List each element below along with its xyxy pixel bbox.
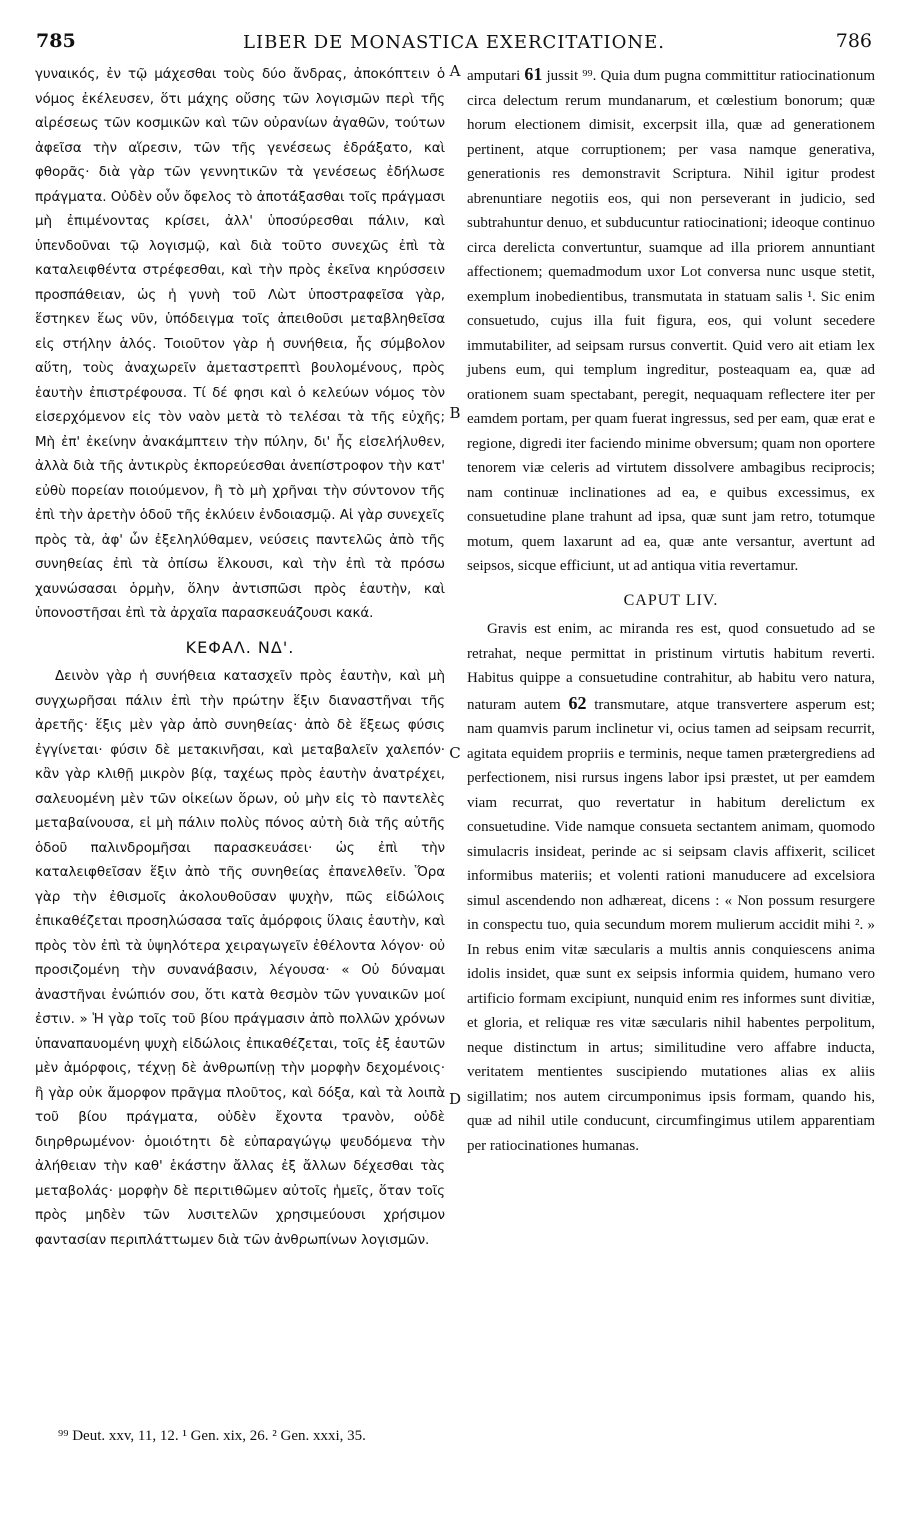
greek-column xyxy=(35,62,445,1252)
margin-letter-d: D xyxy=(448,1090,462,1108)
margin-letter-c: C xyxy=(449,744,461,762)
margin-letter-b: B xyxy=(449,404,461,422)
page-header xyxy=(36,30,872,60)
greek-paragraph-2: Δεινὸν γὰρ ἡ συνήθεια κατασχεῖν πρὸς ἑαυτὴν, καὶ μὴ συγχωρῆσαι πάλιν ἐπὶ τὴν πρώτην ἕξιν διαναστῆναι τῆς ἀρετῆς· ἕξις μὲν γὰρ ἀπὸ συνηθείας· ἀπὸ δὲ ἕξεως φύσις ἐγγίνεται· φύσιν δὲ μετακινῆσαι, καὶ μεταβαλεῖν χαλεπόν· κἂν γὰρ κλιθῇ μικρὸν βίᾳ, ταχέως πρὸς ἑαυτὴν ἀνατρέχει, σαλευομένη μὲν τῶν οἰκείων ὅρων, οὐ μὴν εἰς τὸ παντελὲς μεταβαίνουσα, εἰ μὴ πάλιν πολὺς πόνος αὐτὴ διὰ τῆς αὐτῆς ὁδοῦ παλινδρομῆσαι παρασκευάσει· ὡς ἐπὶ τὴν καταλειφθεῖσαν ἕξιν ἀπὸ τῆς συνηθείας ἐπανελθεῖν. Ὅρα γὰρ τὴν ἐθισμοῖς ἀκολουθοῦσαν ψυχὴν, πῶς εἰδώλοις ἐπικαθέζεται προσηλώσασα ταῖς ἀμόρφοις ὕλαις ἑαυτὴν, καὶ πρὸς τὸν ἐπὶ τὰ ὑψηλότερα χειραγωγεῖν ἐθέλοντα λόγον· οὐ προσιζομένη τὴν συνανάβασιν, λέγουσα· « Οὐ δύναμαι ἀναστῆναι ἐνώπιόν σου, ὅτι κατὰ θεσμὸν τῶν γυναικῶν μοί ἐστιν. » Ἡ γὰρ τοῖς τοῦ βίου πράγμασιν ἀπὸ πολλῶν χρόνων ὑπαναπαυομένη ψυχὴ εἰδώλοις ἐπικαθέζεται, τοῖς ἐξ ἑαυτῶν μὲν ἀμόρφοις, τέχνῃ δὲ ἀνθρωπίνῃ τὴν μορφὴν δεχομένοις· ἢ γὰρ οὐκ ἄμορφον πρᾶγμα πλοῦτος, καὶ δόξα, καὶ τὰ λοιπὰ τοῦ βίου πράγματα, οὐδὲν ἔχοντα τρανὸν, οὐδὲ διηρθρωμένον· ὁμοιότητι δὲ εὐπαραγώγῳ ψευδόμενα τὴν ἀλήθειαν τὴν καθ' ἑκάστην ἄλλας ἐξ ἄλλων δέχεσθαι τὰς μεταβολάς· μορφὴν δὲ περιτιθῶμεν αὐτοῖς ἡμεῖς, ὅταν τοῖς πρὸς μηδὲν τῶν λυσιτελῶν χρησιμεύουσι χρήσιμον φαντασίαν περιπλάττωμεν διὰ τῶν ἀνθρωπίνων λογισμῶν. xyxy=(35,668,445,1248)
page-number-left: 785 xyxy=(36,30,76,52)
running-title: LIBER DE MONASTICA EXERCITATIONE. xyxy=(243,32,665,53)
latin-p1-rest: jussit ⁹⁹. Quia dum pugna committitur ratiocinationum circa delectum rerum mundanarum, et cœlestium bonorum; quæ horum electionem dimisit, excerpsit illa, quæ ad generationem pertinent, atque corruptionem; per vasa namque generativa, generationis res demonstravit Scriptura. Nihil igitur prodest abrenuntiare negotiis eos, qui non perseverant in judicio, sed subtrahuntur denuo, et subducuntur ratiocinationi; ideoque continuo circa derelicta convertuntur, suamque ad illa priorem annuntiant affectionem; quemadmodum uxor Lot conversa nunc usque stetit, exemplum inobedientibus, transmutata in statuam salis ¹. Sic enim consuetudo, cujus illa fuit figura, eos, qui volunt secedere immutabiliter, ad seipsam rursus convertit. Quid vero ait etiam lex jubens eum, qui templum ingreditur, posteaquam ea, quæ ad orationem suam spectabant, peregit, nequaquam reflectere iter per eamdem portam, per quam fuerat ingressus, sed per eam, quæ erat e regione, digredi iter faciendo minime obversum; quam non oportere tenorem viæ celeris ad virtutem dissolvere ambagibus reciprocis; nam continuæ inclinationes ad ea, e quibus excessimus, ex consuetudine plane trahunt ad ipsa, quæ sunt jam retro, totumque motum, quem laxarunt ad ea, quæ ante versantur, avertunt ad seipsos, sicque efficiunt, ut ad antiqua vitia revertamur. xyxy=(467,68,875,574)
latin-p2-start: Gravis est enim, ac miranda res est, quod consuetudo ad se retrahat, neque permittat in pristinum virtutis habitum reverti. Habitus quippe a consuetudine contrahitur, ab habitu vero natura, naturam autem xyxy=(467,621,875,713)
latin-p2-rest: transmutare, atque transvertere asperum est; nam quamvis parum inclinetur vi, ocius tamen ad seipsam recurrit, agitata equidem propriis e terminis, neque tamen prætergrediens ad perfectionem, nisi rursus ingens labor ipsi præstet, ut per eamdem viam recurrat, quo revertatur in habitum derelictum ex consuetudine. Vide namque consueta sectantem animam, quomodo simulacris insideat, perinde ac si seipsam clavis affixerit, scilicet informibus materiis; et volenti rationi manuducere ad excelsiora simul ascendendo non adhæreat, dicens : « Non possum resurgere in conspectu tuo, quia secundum morem mulierum accidit mihi ². » In rebus enim vitæ sæcularis a multis annis conquiescens anima idolis insidet, quæ sunt ex seipsis informia quidem, humano vero artificio formam excipiunt, nunquid enim res informes sunt divitiæ, et gloria, et reliquæ res vitæ sæcularis nihil habentes perpolitum, neque distinctum in artus; similitudine vero affabre inducta, veritatem mentientes suscipiendo mutationes alias ex aliis sigillatim; nos autem circumponimus ipsis formam, quando his, quæ ad nihil utile conducunt, circumfingimus utilem apparentiam per ratiocinationes humanas. xyxy=(467,696,875,1154)
reference-number-61: 61 xyxy=(524,64,543,84)
greek-paragraph-1: γυναικός, ἐν τῷ μάχεσθαι τοὺς δύο ἄνδρας, ἀποκόπτειν ὁ νόμος ἐκέλευσεν, ὅτι μάχης οὔσης τῶν λογισμῶν περὶ τῆς αἱρέσεως τῶν κοσμικῶν καὶ τῶν οὐρανίων ἀγαθῶν, τούτων ἀφεῖσα τὴν αἵρεσιν, τῶν τῆς γενέσεως ἐδράξατο, καὶ φθορᾶς· διὰ γὰρ τῶν γεννητικῶν τὰ γενέσεως ἐδήλωσε πράγματα. Οὐδὲν οὖν ὄφελος τὸ ἀποτάξασθαι τοῖς πράγμασι μὴ ἐπιμένοντας κρίσει, ἀλλ' ὑποσύρεσθαι πάλιν, καὶ ὑπενδοῦναι τῷ λογισμῷ, καὶ διὰ τοῦτο συνεχῶς ἐπὶ τὰ καταλειφθέντα στρέφεσθαι, καὶ τὴν πρὸς ἐκεῖνα κηρύσσειν προσπάθειαν, ὡς ἡ γυνὴ τοῦ Λὼτ ὑποστραφεῖσα γὰρ, ἕστηκεν ἕως νῦν, ὑπόδειγμα τοῖς ἀπειθοῦσι μεταβληθεῖσα εἰς στήλην ἁλός. Τοιοῦτον γὰρ ἡ συνήθεια, ἧς σύμβολον αὕτη, τοὺς ἀναχωρεῖν ἀμεταστρεπτὶ βουλομένους, πρὸς ἑαυτὴν ἐπιστρέφουσα. Τί δέ φησι καὶ ὁ κελεύων νόμος τὸν εἰσερχόμενον εἰς τὸν ναὸν μετὰ τὸ τελέσαι τὰ τῆς εὐχῆς; Μὴ ἐπ' ἐκείνην ἀνακάμπτειν τὴν πύλην, δι' ἧς εἰσελήλυθεν, ἀλλὰ διὰ τῆς ἀντικρὺς ἐκπορεύεσθαι ἀνεπίστροφον τὴν κατ' εὐθὺ πορείαν ποιούμενον, ἢ τὸ μὴ χρῆναι τὴν σύντονον τῆς ἐπὶ τὴν ἀρετὴν ὁδοῦ τῆς ἐκλύειν ἐνδοιασμῷ. Αἱ γὰρ συνεχεῖς πρὸς τὰ, ἀφ' ὧν ἐξεληλύθαμεν, νεύσεις παντελῶς ἀπὸ τῆς συνηθείας ἐπὶ τὰ ὀπίσω ἕλκουσι, καὶ τὴν ἐπὶ τὰ πρόσω χαυνώσασαι ὁρμὴν, ὅλην ἀντισπῶσι πρὸς ἑαυτὴν, καὶ ὑπονοστῆσαι ἐπὶ τὰ ἀρχαῖα παρασκευάζουσι κακά. xyxy=(35,66,445,621)
reference-number-62: 62 xyxy=(568,692,587,713)
latin-paragraph-2 xyxy=(467,617,875,1158)
greek-chapter-title: ΚΕΦΑΛ. ΝΔ'. xyxy=(185,637,295,657)
footnotes: ⁹⁹ Deut. xxv, 11, 12. ¹ Gen. xix, 26. ² Gen. xxxi, 35. xyxy=(58,1428,366,1444)
margin-letter-a: A xyxy=(449,62,461,80)
latin-p1-start: amputari xyxy=(467,68,525,84)
latin-column xyxy=(467,62,875,1158)
latin-paragraph-1 xyxy=(467,62,875,579)
latin-chapter-title: CAPUT LIV. xyxy=(623,591,719,609)
page-number-right: 786 xyxy=(835,30,872,52)
